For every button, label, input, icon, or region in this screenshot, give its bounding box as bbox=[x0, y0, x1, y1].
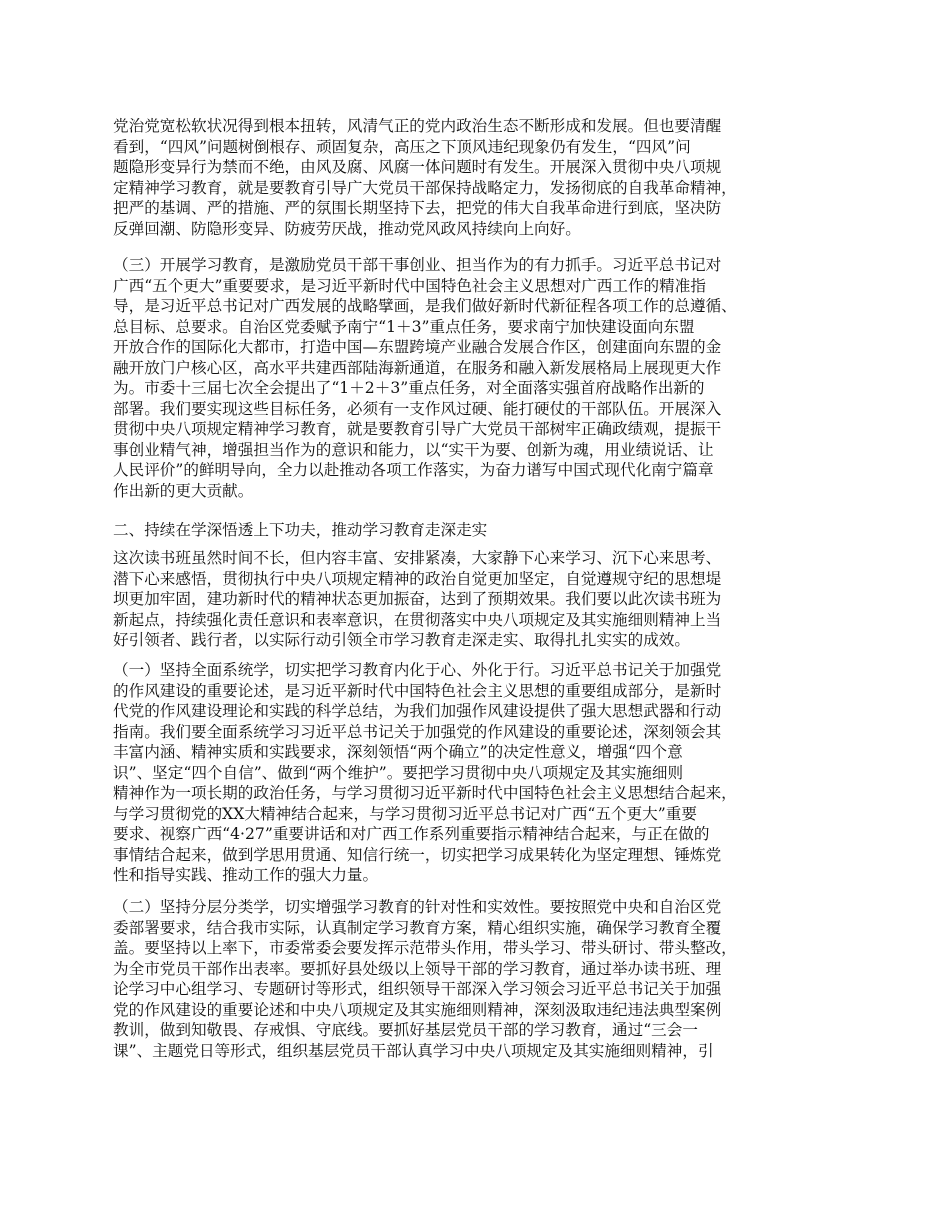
text-line: （三）开展学习教育，是激励党员干部干事创业、担当作为的有力抓手。习近平总书记对 bbox=[113, 256, 722, 274]
text-line: 为。市委十三届七次全会提出了“1＋2＋3”重点任务，对全面落实强首府战略作出新的 bbox=[113, 379, 705, 397]
text-line: 定精神学习教育，就是要教育引导广大党员干部保持战略定力，发扬彻底的自我革命精神， bbox=[113, 178, 737, 197]
text-line: 广西“五个更大”重要要求，是习近平新时代中国特色社会主义思想对广西工作的精准指 bbox=[113, 276, 706, 295]
text-line: 盖。要坚持以上率下，市委常委会要发挥示范带头作用，带头学习、带头研讨、带头整改， bbox=[113, 939, 737, 957]
text-line: 把严的基调、严的措施、严的氛围长期坚持下去，把党的伟大自我革命进行到底，坚决防 bbox=[113, 199, 722, 217]
text-line: 为全市党员干部作出表率。要抓好县处级以上领导干部的学习教育，通过举办读书班、理 bbox=[113, 959, 722, 978]
text-line: 好引领者、践行者，以实际行动引领全市学习教育走深走实、取得扎扎实实的成效。 bbox=[113, 631, 690, 649]
text-line: 的作风建设的重要论述，是习近平新时代中国特色社会主义思想的重要组成部分，是新时 bbox=[113, 681, 722, 700]
paragraph-reading-class bbox=[113, 548, 848, 651]
text-line: 性和指导实践、推动工作的强大力量。 bbox=[113, 866, 379, 884]
text-line: 党治党宽松软状况得到根本扭转，风清气正的党内政治生态不断形成和发展。但也要清醒 bbox=[113, 117, 722, 135]
text-line: 教训，做到知敬畏、存戒惧、守底线。要抓好基层党员干部的学习教育，通过“三会一 bbox=[113, 1021, 698, 1039]
text-line: 课”、主题党日等形式，组织基层党员干部认真学习中央八项规定及其实施细则精神，引 bbox=[113, 1041, 714, 1060]
paragraph-section-three bbox=[113, 255, 848, 501]
text-line: 委部署要求，结合我市实际，认真制定学习教育方案，精心组织实施，确保学习教育全覆 bbox=[113, 918, 722, 937]
text-line: 题隐形变异行为禁而不绝，由风及腐、风腐一体问题时有发生。开展深入贯彻中央八项规 bbox=[113, 158, 722, 176]
text-line: 人民评价”的鲜明导向，全力以赴推动各项工作落实，为奋力谱写中国式现代化南宁篇章 bbox=[113, 461, 714, 479]
text-line: 事创业精气神，增强担当作为的意识和能力，以“实干为要、创新为魂，用业绩说话、让 bbox=[113, 440, 714, 459]
text-line: 丰富内涵、精神实质和实践要求，深刻领悟“两个确立”的决定性意义，增强“四个意 bbox=[113, 743, 683, 761]
text-line: 识”、坚定“四个自信”、做到“两个维护”。要把学习贯彻中央八项规定及其实施细则 bbox=[113, 763, 684, 782]
text-line: 与学习贯彻党的XX大精神结合起来，与学习贯彻习近平总书记对广西“五个更大”重要 bbox=[113, 804, 697, 823]
text-line: 新起点，持续强化责任意识和表率意识，在贯彻落实中央八项规定及其实施细则精神上当 bbox=[113, 610, 722, 629]
text-line: 贯彻中央八项规定精神学习教育，就是要教育引导广大党员干部树牢正确政绩观，提振干 bbox=[113, 420, 722, 438]
text-line: 要求、视察广西“4·27”重要讲话和对广西工作系列重要指示精神结合起来，与正在做的 bbox=[113, 825, 710, 843]
text-line: 论学习中心组学习、专题研讨等形式，组织领导干部深入学习领会习近平总书记关于加强 bbox=[113, 980, 722, 998]
text-line: 融开放门户核心区，高水平共建西部陆海新通道，在服务和融入新发展格局上展现更大作 bbox=[113, 358, 722, 377]
text-line: 精神作为一项长期的政治任务，与学习贯彻习近平新时代中国特色社会主义思想结合起来， bbox=[113, 784, 737, 802]
paragraph-intro-continued bbox=[113, 116, 848, 239]
text-line: 总目标、总要求。自治区党委赋予南宁“1＋3”重点任务，要求南宁加快建设面向东盟 bbox=[113, 317, 695, 336]
text-line: 二、持续在学深悟透上下功夫，推动学习教育走深走实 bbox=[113, 521, 488, 539]
text-line: 事情结合起来，做到学思用贯通、知信行统一，切实把学习成果转化为坚定理想、锤炼党 bbox=[113, 845, 722, 864]
text-line: 部署。我们要实现这些目标任务，必须有一支作风过硬、能打硬仗的干部队伍。开展深入 bbox=[113, 399, 722, 418]
text-line: 导，是习近平总书记对广西发展的战略擘画，是我们做好新时代新征程各项工作的总遵循、 bbox=[113, 297, 737, 315]
text-line: 反弹回潮、防隐形变异、防疲劳厌战，推动党风政风持续向上向好。 bbox=[113, 219, 581, 238]
text-line: （一）坚持全面系统学，切实把学习教育内化于心、外化于行。习近平总书记关于加强党 bbox=[113, 661, 722, 679]
paragraph-point-one bbox=[113, 660, 848, 886]
text-line: 坝更加牢固，建功新时代的精神状态更加振奋，达到了预期效果。我们要以此次读书班为 bbox=[113, 590, 722, 608]
text-line: 潜下心来感悟，贯彻执行中央八项规定精神的政治自觉更加坚定，自觉遵规守纪的思想堤 bbox=[113, 569, 722, 588]
text-line: 代党的作风建设理论和实践的科学总结，为我们加强作风建设提供了强大思想武器和行动 bbox=[113, 702, 722, 720]
text-line: （二）坚持分层分类学，切实增强学习教育的针对性和实效性。要按照党中央和自治区党 bbox=[113, 898, 722, 916]
text-line: 作出新的更大贡献。 bbox=[113, 481, 254, 500]
text-line: 党的作风建设的重要论述和中央八项规定及其实施细则精神，深刻汲取违纪违法典型案例 bbox=[113, 1000, 722, 1019]
section-heading-two bbox=[113, 520, 848, 541]
text-line: 指南。我们要全面系统学习习近平总书记关于加强党的作风建设的重要论述，深刻领会其 bbox=[113, 722, 722, 741]
paragraph-point-two bbox=[113, 897, 848, 1061]
text-line: 这次读书班虽然时间不长，但内容丰富、安排紧凑，大家静下心来学习、沉下心来思考、 bbox=[113, 549, 722, 567]
text-line: 开放合作的国际化大都市，打造中国—东盟跨境产业融合发展合作区，创建面向东盟的金 bbox=[113, 338, 722, 356]
text-line: 看到，“四风”问题树倒根存、顽固复杂，高压之下顶风违纪现象仍有发生，“四风”问 bbox=[113, 137, 691, 156]
